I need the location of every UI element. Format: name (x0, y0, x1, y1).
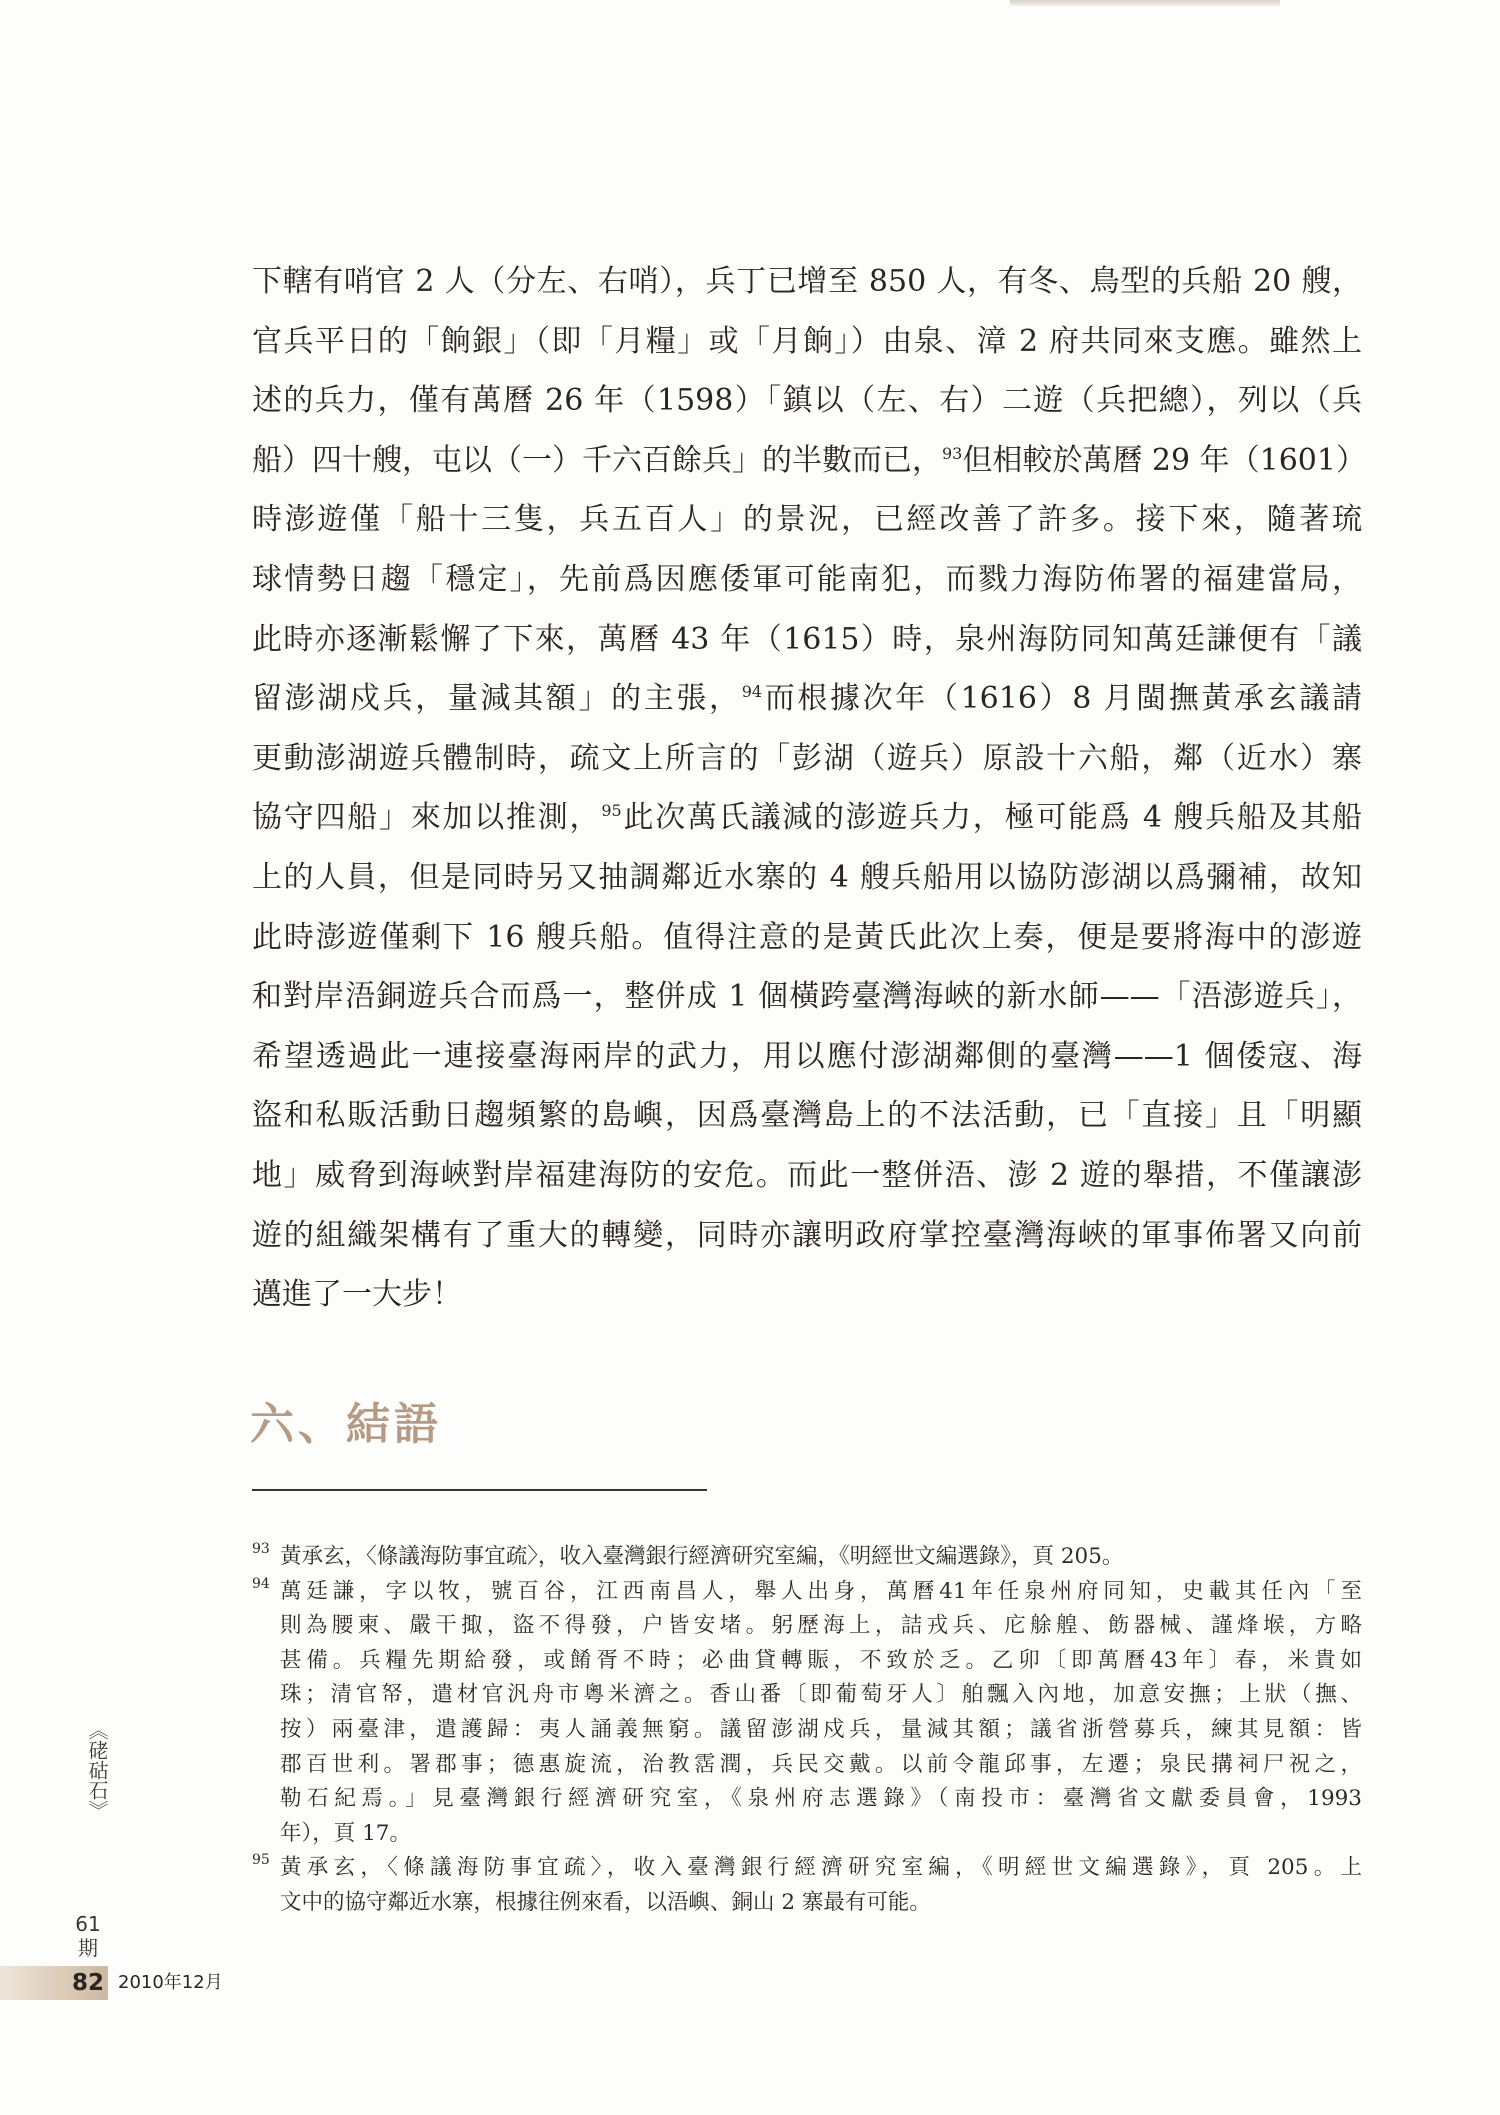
body-text-segment: 而根據次年（1616）8 月閩撫黃承玄議請 (762, 681, 1362, 717)
footnote-number: 94 (252, 1575, 270, 1592)
footnote-94 (252, 1575, 1362, 1852)
journal-title: 《硓𥑮石》 (85, 1720, 109, 1820)
footnote-95 (252, 1851, 1362, 1920)
footnote-line: 黃承玄，〈條議海防事宜疏〉，收入臺灣銀行經濟研究室編，《明經世文編選錄》，頁 205。 (280, 1544, 1124, 1569)
body-line: 邁進了一大步！ (252, 1277, 462, 1313)
body-text-segment: 但相較於萬曆 29 年（1601） (962, 442, 1366, 478)
footnotes (252, 1540, 1362, 1921)
body-line: 盜和私販活動日趨頻繁的島嶼，因爲臺灣島上的不法活動，已「直接」且「明顯 (252, 1098, 1362, 1134)
body-line (252, 788, 1362, 848)
footnote-line: 文中的協守鄰近水寨，根據往例來看，以浯嶼、銅山 2 寨最有可能。 (280, 1889, 931, 1915)
body-text-segment: 留澎湖戍兵，量減其額」的主張， (252, 681, 742, 717)
footnote-ref-93[interactable]: 93 (942, 443, 963, 463)
body-line: 上的人員，但是同時另又抽調鄰近水寨的 4 艘兵船用以協防澎湖以爲彌補，故知 (252, 859, 1362, 895)
footnote-line: 則為腰柬、嚴干掫，盜不得發，户皆安堵。躬歷海上，詰戎兵、庀艅艎、飭器械、謹烽堠，方略 (280, 1613, 1362, 1639)
body-line: 此時亦逐漸鬆懈了下來，萬曆 43 年（1615）時，泉州海防同知萬廷謙便有「議 (252, 621, 1362, 657)
footnote-line: 黃承玄，〈條議海防事宜疏〉，收入臺灣銀行經濟研究室編，《明經世文編選錄》，頁 205。上 (280, 1855, 1362, 1881)
body-line: 官兵平日的「餉銀」（即「月糧」或「月餉」）由泉、漳 2 府共同來支應。雖然上 (252, 323, 1362, 359)
footnote-line: 勒石紀焉。」見臺灣銀行經濟研究室，《泉州府志選錄》（南投市：臺灣省文獻委員會，1993 (280, 1786, 1362, 1812)
body-line: 和對岸浯銅遊兵合而爲一，整併成 1 個橫跨臺灣海峽的新水師——「浯澎遊兵」， (252, 979, 1362, 1015)
footnote-ref-95[interactable]: 95 (601, 801, 622, 821)
body-line: 述的兵力，僅有萬曆 26 年（1598）「鎮以（左、右）二遊（兵把總），列以（兵 (252, 383, 1362, 419)
issue-label (70, 1912, 106, 1960)
footnote-line: 萬廷謙，字以牧，號百谷，江西南昌人，舉人出身，萬曆41年任泉州府同知，史載其任內「至 (280, 1578, 1362, 1604)
footnote-line: 珠；清官帑，遣材官汎舟市粵米濟之。香山番〔即葡萄牙人〕舶飄入內地，加意安撫；上狀（撫、 (280, 1682, 1362, 1708)
body-line: 更動澎湖遊兵體制時，疏文上所言的「彭湖（遊兵）原設十六船，鄰（近水）寨 (252, 740, 1362, 776)
footnote-number: 95 (252, 1852, 270, 1869)
body-text-segment: 船）四十艘，屯以（一）千六百餘兵」的半數而已， (252, 442, 942, 478)
body-line: 時澎遊僅「船十三隻，兵五百人」的景況，已經改善了許多。接下來，隨著琉 (252, 502, 1362, 538)
body-line (252, 669, 1362, 729)
body-text-segment: 此次萬氏議減的澎遊兵力，極可能爲 4 艘兵船及其船 (621, 800, 1362, 836)
body-line: 遊的組織架構有了重大的轉變，同時亦讓明政府掌控臺灣海峽的軍事佈署又向前 (252, 1217, 1362, 1253)
body-line (252, 431, 1366, 491)
body-line: 地」威脅到海峽對岸福建海防的安危。而此一整併浯、澎 2 遊的舉措，不僅讓澎 (252, 1157, 1362, 1193)
footnote-ref-94[interactable]: 94 (741, 682, 763, 702)
body-line: 球情勢日趨「穩定」，先前爲因應倭軍可能南犯，而戮力海防佈署的福建當局， (252, 561, 1362, 597)
top-decorative-rule (1010, 0, 1280, 6)
body-line: 希望透過此一連接臺海兩岸的武力，用以應付澎湖鄰側的臺灣——1 個倭寇、海 (252, 1038, 1362, 1074)
issue-number: 61 (75, 1912, 101, 1936)
footnote-93 (252, 1540, 1362, 1575)
issue-suffix: 期 (78, 1936, 98, 1960)
body-paragraph (252, 252, 1366, 1325)
issue-date: 2010年12月 (118, 1972, 223, 1993)
footnote-line: 甚備。兵糧先期給發，或餚胥不時；必曲貸轉賑，不致於乏。乙卯〔即萬曆43年〕春，米貴如 (280, 1647, 1362, 1673)
footnote-divider (252, 1489, 707, 1491)
footnote-number: 93 (252, 1541, 270, 1557)
footnote-line: 年），頁 17。 (280, 1820, 411, 1846)
page-number: 82 (72, 1970, 105, 1996)
section-heading: 六、結語 (250, 1399, 442, 1450)
body-text-segment: 協守四船」來加以推測， (252, 800, 602, 836)
body-line: 下轄有哨官 2 人（分左、右哨），兵丁已增至 850 人，有冬、鳥型的兵船 20 艘， (252, 264, 1362, 299)
footnote-line: 按）兩臺津，遣護歸：夷人誦義無窮。議留澎湖戍兵，量減其額；議省浙營募兵，練其見額：皆 (280, 1716, 1362, 1742)
body-line: 此時澎遊僅剩下 16 艘兵船。值得注意的是黃氏此次上奏，便是要將海中的澎遊 (252, 919, 1362, 955)
footnote-line: 郡百世利。署郡事；德惠旋流，治教霑潤，兵民交戴。以前令龍邱事，左遷；泉民搆祠尸祝之， (280, 1751, 1362, 1777)
